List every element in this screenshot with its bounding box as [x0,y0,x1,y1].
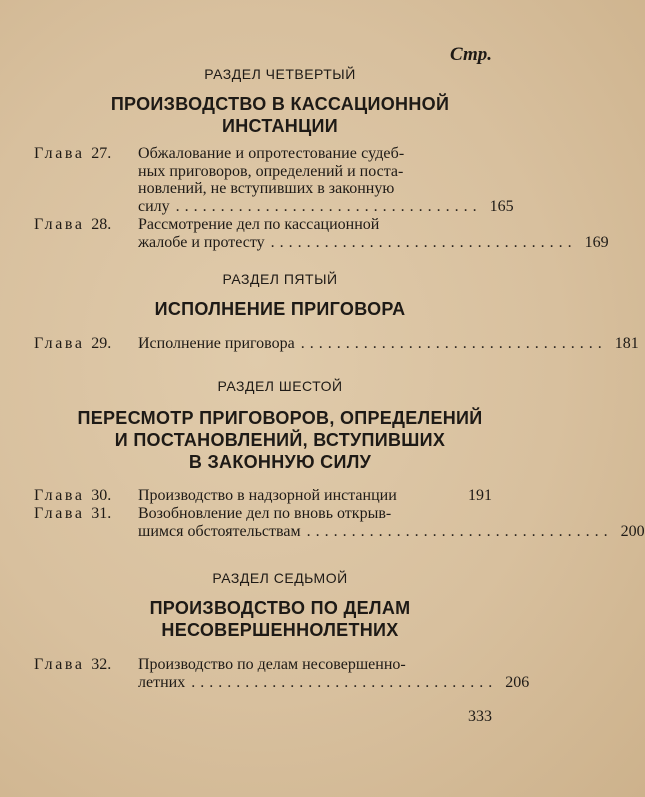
page-number: 181 [614,335,639,352]
page-number: 165 [489,197,514,215]
toc-entry[interactable]: Глава 29. Исполнение приговора .................................. 181 [34,335,639,352]
section-label: РАЗДЕЛ ПЯТЫЙ [222,271,338,287]
chapter-label: Глава 27. [34,145,112,162]
chapter-label: Глава 32. [34,656,112,673]
toc-entry[interactable]: Глава 31. Возобновление дел по вновь открыв- шимся обстоятельствам .................................. 200 [34,505,645,540]
chapter-label: Глава 28. [34,216,112,233]
toc-entry[interactable]: Глава 32. Производство по делам несовершенно- летних .................................. 206 [34,656,530,691]
folio-page-number: 333 [468,708,492,725]
page-number: 169 [584,233,609,251]
page-number: 206 [505,673,530,691]
section-title: ПРОИЗВОДСТВО ПО ДЕЛАМ НЕСОВЕРШЕННОЛЕТНИХ [149,598,411,640]
section-title: ИСПОЛНЕНИЕ ПРИГОВОРА [154,299,406,319]
toc-entry[interactable]: Глава 30. Производство в надзорной инстанции 191 [34,487,492,504]
section-label: РАЗДЕЛ СЕДЬМОЙ [212,570,348,586]
section-label: РАЗДЕЛ ЧЕТВЕРТЫЙ [204,66,356,82]
section-label: РАЗДЕЛ ШЕСТОЙ [217,378,343,394]
chapter-label: Глава 31. [34,505,112,522]
section-title: ПЕРЕСМОТР ПРИГОВОРОВ, ОПРЕДЕЛЕНИЙ И ПОСТАНОВЛЕНИЙ, ВСТУПИВШИХ В ЗАКОННУЮ СИЛУ [77,408,483,472]
toc-entry[interactable]: Глава 27. Обжалование и опротестование судеб- ных приговоров, определений и поста- новлений, не вступивших в законную силу .................................. 165 [34,145,514,215]
section-title: ПРОИЗВОДСТВО В КАССАЦИОННОЙ ИНСТАНЦИИ [110,94,450,136]
page-number: 200 [620,522,645,540]
toc-entry[interactable]: Глава 28. Рассмотрение дел по кассационной жалобе и протесту .................................. 169 [34,216,609,251]
page-column-header: Стр. [450,44,492,65]
page-number: 191 [468,487,492,504]
chapter-label: Глава 29. [34,335,112,352]
chapter-label: Глава 30. [34,487,112,504]
